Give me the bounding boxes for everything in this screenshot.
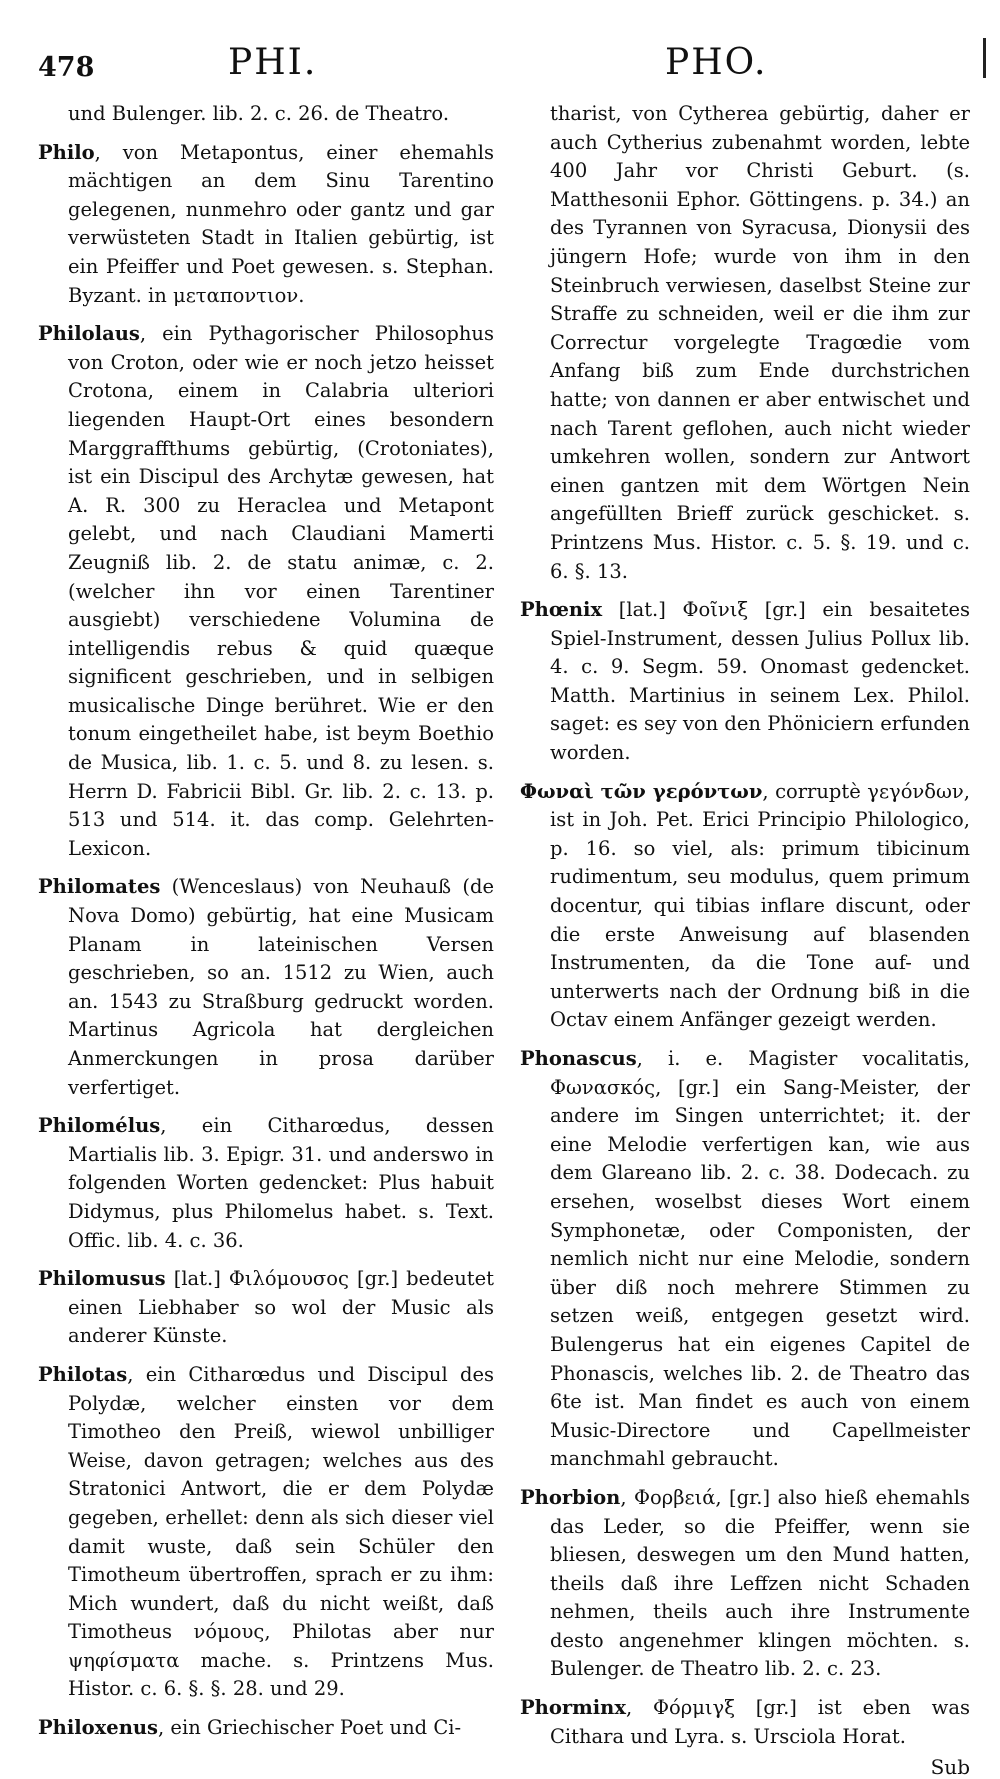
- entry-text: [lat.] Φιλόμουσος [gr.] bedeutet einen Liebhaber so wol der Music als anderer Künste.: [68, 1267, 494, 1348]
- headword: Philo: [38, 140, 95, 164]
- headword: Philolaus: [38, 322, 140, 346]
- headword: Philomélus: [38, 1114, 161, 1138]
- headword: Phorminx: [520, 1696, 626, 1720]
- headword: Philomates: [38, 875, 161, 899]
- continuation-text: und Bulenger. lib. 2. c. 26. de Theatro.: [68, 102, 450, 125]
- entry-text: , ein Citharœdus und Discipul des Polydæ, welcher einsten vor dem Timotheo den Preiß, wiewol unbilliger Weise, davon getragen; welches aus des Stratonici Antwort, die er dem Polydæ gegeben, erhellet: denn als sich dieser viel damit wuste, daß sein Schüler den Timotheum übertroffen, sprach er zu ihm: Mich wundert, daß du nicht weißt, daß Timotheus νόμους, Philotas aber nur ψηφίσματα mache. s. Printzens Mus. Histor. c. 6. §. §. 28. und 29.: [68, 1362, 494, 1701]
- dictionary-entry: [38, 1265, 494, 1351]
- headword: Philotas: [38, 1362, 128, 1386]
- page-number: 478: [38, 52, 95, 83]
- dictionary-entry: [520, 1045, 970, 1474]
- dictionary-entry: [520, 1694, 970, 1751]
- left-column: [38, 100, 494, 1753]
- page-edge-mark: [983, 38, 986, 78]
- running-head-right: PHO.: [665, 42, 768, 83]
- entry-text: , ein Pythagorischer Philosophus von Croton, oder wie er noch jetzo heisset Crotona, einem in Calabria ulteriori liegenden Haupt-Ort eines besondern Marggraffthums gebürtig, (Crotoniates), ist ein Discipul des Archytæ gewesen, hat A. R. 300 zu Heraclea und Metapont gelebt, und nach Claudiani Mamerti Zeugniß lib. 2. de statu animæ, c. 2. (welcher ihn vor einen Tarentiner ausgiebt) verschiedene Volumina de intelligendis rebus & quid quæque significent geschrieben, und in selbigen musicalische Dinge berühret. Wie er den tonum eingetheilet habe, ist beym Boethio de Musica, lib. 1. c. 5. und 8. zu lesen. s. Herrn D. Fabricii Bibl. Gr. lib. 2. c. 13. p. 513 und 514. it. das comp. Gelehrten-Lexicon.: [68, 322, 494, 860]
- headword: Phœnix: [520, 598, 603, 622]
- catchword: Sub: [930, 1755, 970, 1779]
- entry-text: , ein Griechischer Poet und Ci-: [158, 1716, 462, 1740]
- headword: Philomusus: [38, 1267, 166, 1291]
- entry-text: (Wenceslaus) von Neuhauß (de Nova Domo) gebürtig, hat eine Musicam Planam in lateinischen Versen geschrieben, so an. 1512 zu Wien, auch an. 1543 zu Straßburg gedruckt worden. Martinus Agricola hat dergleichen Anmerckungen in prosa darüber verfertiget.: [68, 875, 494, 1099]
- dictionary-entry: [38, 139, 494, 311]
- entry-text: [lat.] Φοῖνιξ [gr.] ein besaitetes Spiel-Instrument, dessen Julius Pollux lib. 4. c. 9. Segm. 59. Onomast gedencket. Matth. Martinius in seinem Lex. Philol. saget: es sey von den Phöniciern erfunden worden.: [550, 598, 970, 765]
- entry-text: , ein Citharœdus, dessen Martialis lib. 3. Epigr. 31. und anderswo in folgenden Worten gedencket: Plus habuit Didymus, plus Philomelus habet. s. Text. Offic. lib. 4. c. 36.: [68, 1114, 494, 1252]
- entry-text: , Φορβειά, [gr.] also hieß ehemahls das Leder, so die Pfeiffer, wenn sie bliesen, deswegen um den Mund hatten, theils daß ihre Leffzen nicht Schaden nehmen, theils auch ihre Instrumente desto angenehmer klingen möchten. s. Bulenger. de Theatro lib. 2. c. 23.: [550, 1485, 970, 1681]
- entry-text: , von Metapontus, einer ehemahls mächtigen an dem Sinu Tarentino gelegenen, nunmehro oder gantz und gar verwüsteten Stadt in Italien gebürtig, ist ein Pfeiffer und Poet gewesen. s. Stephan. Byzant. in μεταποντιον.: [68, 140, 494, 307]
- dictionary-entry: [38, 1361, 494, 1704]
- headword: Phonascus: [520, 1047, 637, 1070]
- page-header: [0, 38, 1000, 98]
- entry-text: , corruptè γεγόνδων, ist in Joh. Pet. Erici Principio Philologico, p. 16. so viel, als: primum tibicinum rudimentum, seu modulus, quem primum docentur, qui tibias inflare discunt, oder die erste Anweisung auf blasenden Instrumenten, da die Tone auf- und unterwerts nach der Ordnung biß in die Octav einem Anfänger gezeigt werden.: [550, 779, 970, 1032]
- continuation-text: tharist, von Cytherea gebürtig, daher er auch Cytherius zubenahmt worden, lebte 400 Jahr vor Christi Geburt. (s. Matthesonii Ephor. Göttingens. p. 34.) an des Tyrannen von Syracusa, Dionysii des jüngern Hofe; wurde von ihm in den Steinbruch verwiesen, daselbst Steine zur Straffe zu schneiden, weil er die ihm zur Correctur vorgelegte Tragœdie vom Anfang biß zum Ende durchstrichen hatte; von dannen er aber entwischet und nach Tarent geflohen, auch nicht wieder umkehren wollen, sondern zur Antwort einen gantzen mit dem Wörtgen Nein angefüllten Brieff zurück geschicket. s. Printzens Mus. Histor. c. 5. §. 19. und c. 6. §. 13.: [550, 102, 970, 583]
- dictionary-entry: [520, 1484, 970, 1684]
- entry-text: , Φόρμιγξ [gr.] ist eben was Cithara und Lyra. s. Ursciola Horat.: [550, 1696, 970, 1748]
- dictionary-entry: [38, 1714, 494, 1743]
- dictionary-entry: [520, 596, 970, 768]
- headword: Philoxenus: [38, 1716, 159, 1740]
- dictionary-entry: [38, 1112, 494, 1255]
- headword: Phorbion: [520, 1485, 621, 1509]
- right-column: [520, 100, 970, 1779]
- headword: Φωναὶ τῶν γερόντων: [520, 779, 763, 803]
- entry-text: , i. e. Magister vocalitatis, Φωνασκός, [gr.] ein Sang-Meister, der andere im Singen unterrichtet; it. der eine Melodie verfertigen kan, wie aus dem Glareano lib. 2. c. 38. Dodecach. zu ersehen, woselbst dieses Wort einem Symphonetæ, oder Componisten, der nemlich nicht nur eine Melodie, sondern über diß noch mehrere Stimmen zu setzen weiß, entgegen gesetzt wird. Bulengerus hat ein eigenes Capitel de Phonascis, welches lib. 2. de Theatro das 6te ist. Man findet es auch von einem Music-Directore und Capellmeister manchmahl gebraucht.: [550, 1047, 970, 1471]
- dictionary-entry: [38, 873, 494, 1102]
- dictionary-entry: [38, 320, 494, 863]
- dictionary-entry: [520, 778, 970, 1035]
- running-head-left: PHI.: [228, 42, 318, 83]
